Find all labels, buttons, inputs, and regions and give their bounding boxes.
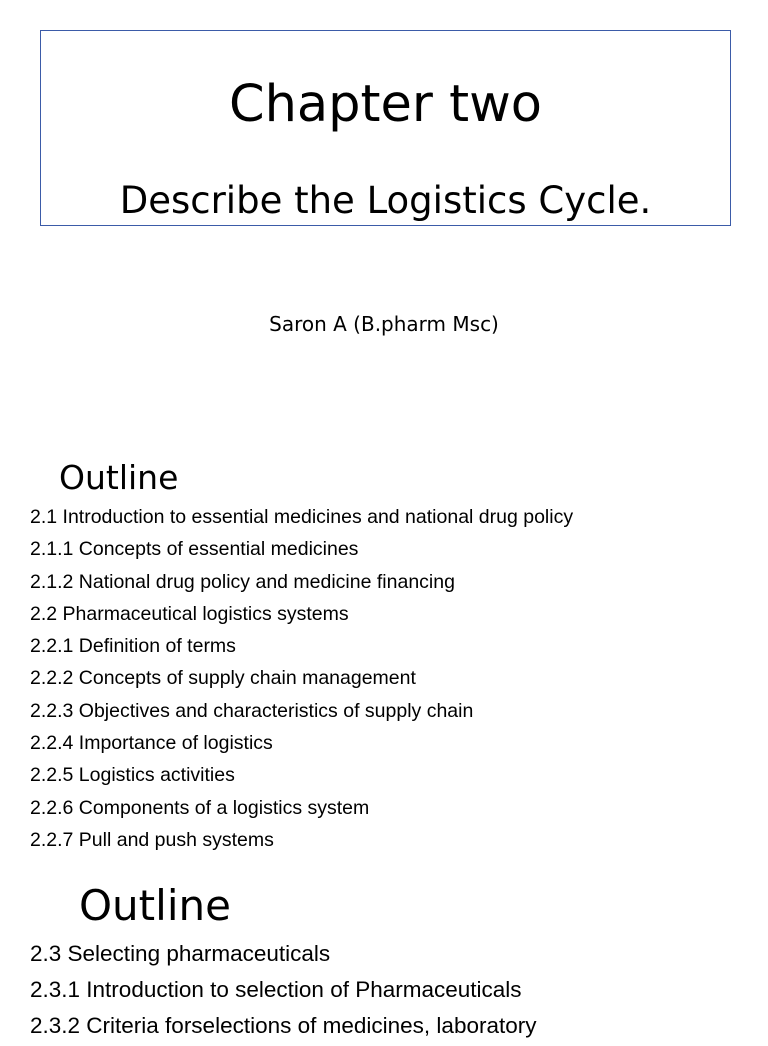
title-slide-box — [40, 30, 731, 226]
outline-heading-second: Outline — [79, 881, 231, 930]
outline-item: 2.2.3 Objectives and characteristics of supply chain — [30, 699, 474, 722]
outline-item: 2.3.1 Introduction to selection of Pharmaceuticals — [30, 977, 522, 1002]
outline-item: 2.2.4 Importance of logistics — [30, 732, 273, 755]
chapter-subtitle: Describe the Logistics Cycle. — [119, 179, 652, 222]
outline-item: 2.2 Pharmaceutical logistics systems — [30, 602, 349, 625]
outline-list — [30, 503, 573, 858]
outline-item: 2.2.7 Pull and push systems — [30, 828, 274, 851]
outline-item: 2.2.5 Logistics activities — [30, 764, 235, 787]
outline-item: 2.2.6 Components of a logistics system — [30, 796, 370, 819]
chapter-title: Chapter two — [228, 75, 543, 134]
outline-item: 2.1.1 Concepts of essential medicines — [30, 538, 359, 561]
outline-heading: Outline — [59, 458, 179, 497]
outline-item: 2.2.1 Definition of terms — [30, 635, 236, 658]
outline-item: 2.2.2 Concepts of supply chain management — [30, 667, 416, 690]
outline-item: 2.1.2 National drug policy and medicine financing — [30, 570, 455, 593]
author-credit: Saron A (B.pharm Msc) — [269, 312, 499, 336]
outline-item: 2.1 Introduction to essential medicines and national drug policy — [30, 506, 574, 528]
outline-item: 2.3.2 Criteria forselections of medicines, laboratory — [30, 1013, 537, 1038]
outline-item: 2.3 Selecting pharmaceuticals — [30, 941, 331, 966]
outline-list-second — [30, 938, 536, 1046]
